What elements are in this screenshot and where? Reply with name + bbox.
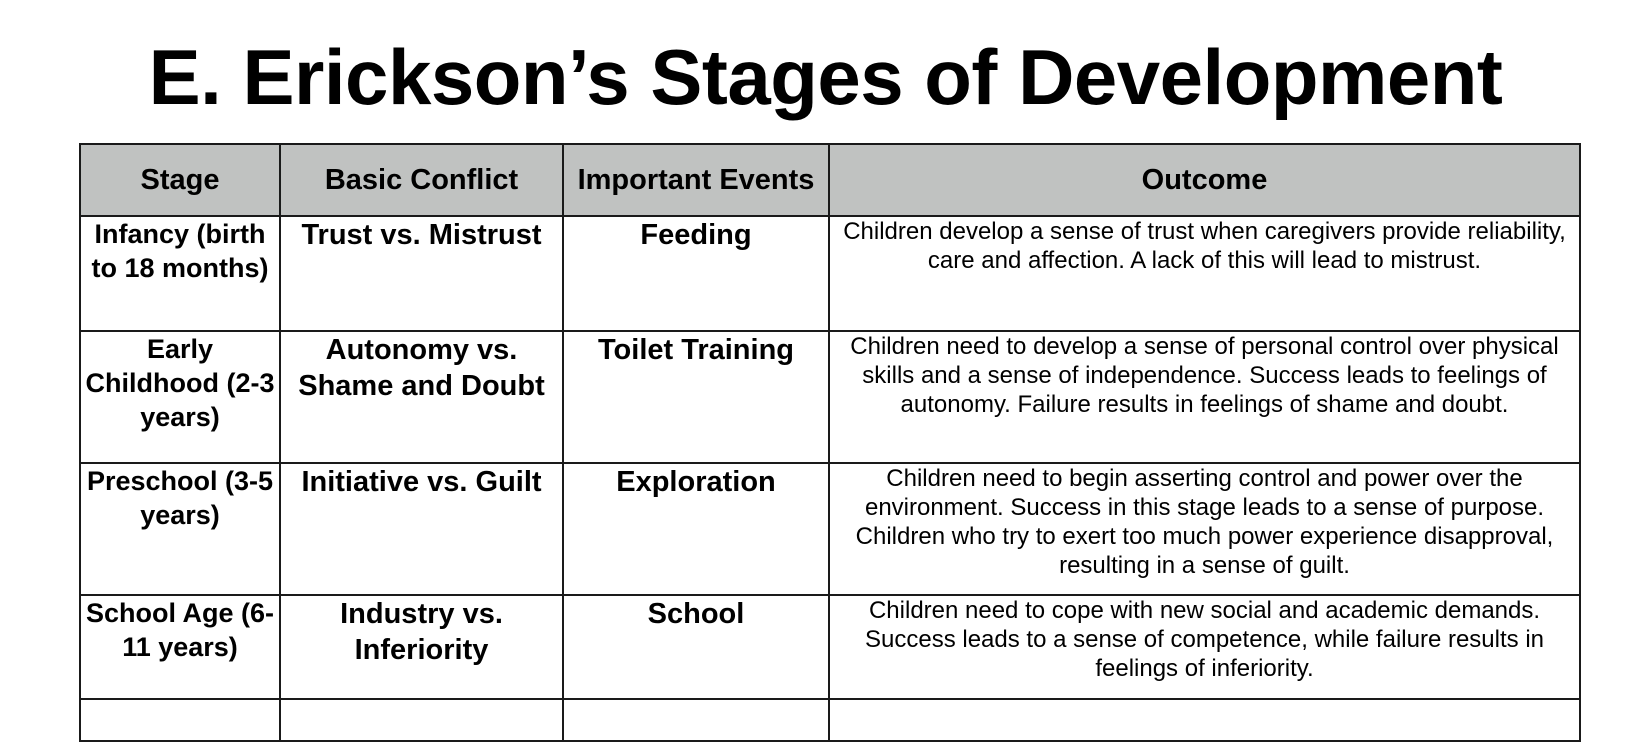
conflict-cell: Initiative vs. Guilt — [280, 463, 563, 595]
header-important-events: Important Events — [563, 144, 829, 216]
table-row — [80, 595, 1580, 699]
page-title: E. Erickson’s Stages of Development — [148, 33, 1503, 121]
conflict-cell: Autonomy vs. Shame and Doubt — [280, 331, 563, 463]
table-header-row — [80, 144, 1580, 216]
events-cell — [563, 699, 829, 741]
outcome-cell — [829, 699, 1580, 741]
outcome-cell: Children develop a sense of trust when caregivers provide reliability, care and affection. A lack of this will lead to mistrust. — [829, 216, 1580, 331]
table-row — [80, 331, 1580, 463]
table-row — [80, 463, 1580, 595]
events-cell: Feeding — [563, 216, 829, 331]
conflict-cell — [280, 699, 563, 741]
outcome-cell: Children need to develop a sense of personal control over physical skills and a sense of independence. Success leads to feelings of autonomy. Failure results in feelings of shame and doubt. — [829, 331, 1580, 463]
stage-cell: School Age (6-11 years) — [80, 595, 280, 699]
stage-cell — [80, 699, 280, 741]
stages-table — [79, 143, 1581, 742]
header-basic-conflict: Basic Conflict — [280, 144, 563, 216]
conflict-cell: Industry vs. Inferiority — [280, 595, 563, 699]
events-cell: Toilet Training — [563, 331, 829, 463]
stage-cell: Early Childhood (2-3 years) — [80, 331, 280, 463]
conflict-cell: Trust vs. Mistrust — [280, 216, 563, 331]
header-outcome: Outcome — [829, 144, 1580, 216]
events-cell: School — [563, 595, 829, 699]
outcome-cell: Children need to cope with new social and academic demands. Success leads to a sense of competence, while failure results in feelings of inferiority. — [829, 595, 1580, 699]
events-cell: Exploration — [563, 463, 829, 595]
table-row — [80, 216, 1580, 331]
stage-cell: Infancy (birth to 18 months) — [80, 216, 280, 331]
table-row — [80, 699, 1580, 741]
stage-cell: Preschool (3-5 years) — [80, 463, 280, 595]
header-stage: Stage — [80, 144, 280, 216]
outcome-cell: Children need to begin asserting control and power over the environment. Success in this stage leads to a sense of purpose. Children who try to exert too much power experience disapproval, resulting in a sense of guilt. — [829, 463, 1580, 595]
